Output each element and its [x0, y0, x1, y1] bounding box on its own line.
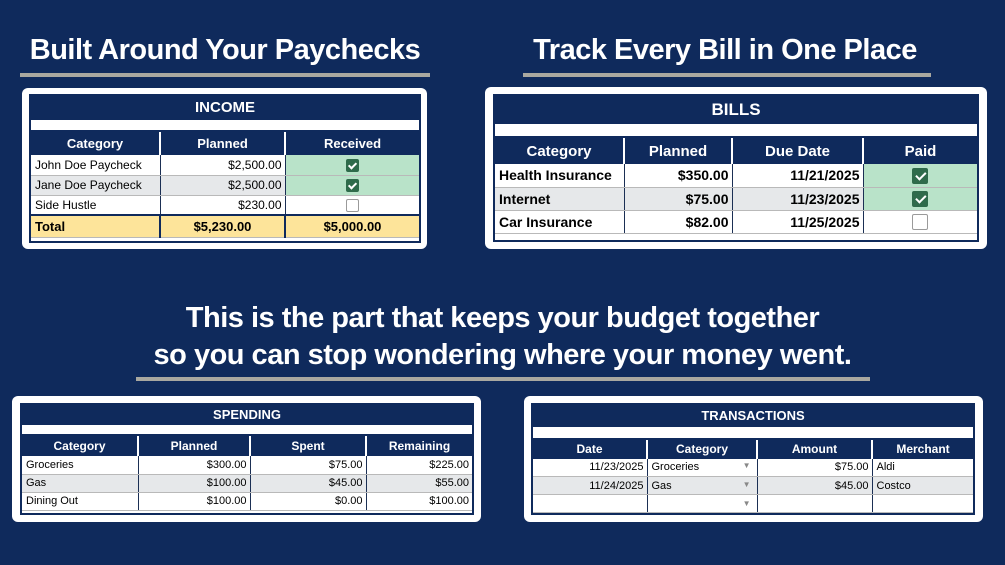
bills-category-cell[interactable]: Car Insurance	[495, 210, 624, 233]
income-received-cell	[285, 195, 419, 215]
table-row	[533, 477, 973, 495]
spending-col-category: Category	[22, 436, 138, 456]
income-category-cell[interactable]: John Doe Paycheck	[31, 155, 160, 175]
transactions-category-dropdown[interactable]	[647, 477, 757, 495]
bills-due-date-cell[interactable]: 11/21/2025	[732, 164, 863, 187]
spending-table	[22, 436, 472, 511]
spending-remaining-cell: $100.00	[366, 492, 472, 510]
bills-due-date-cell[interactable]: 11/25/2025	[732, 210, 863, 233]
spending-remaining-cell: $225.00	[366, 456, 472, 474]
triangle-down-icon[interactable]: ▼	[742, 479, 751, 489]
transactions-date-cell[interactable]: 11/24/2025	[533, 477, 647, 495]
transactions-category-dropdown[interactable]	[647, 495, 757, 513]
bills-paid-cell	[863, 187, 977, 210]
spending-planned-cell[interactable]: $100.00	[138, 474, 250, 492]
center-heading-line2: so you can stop wondering where your money went.	[153, 339, 852, 371]
table-row	[31, 155, 419, 175]
spending-category-cell[interactable]: Groceries	[22, 456, 138, 474]
checkbox-checked-icon[interactable]	[912, 191, 928, 207]
income-total-label: Total	[31, 215, 160, 237]
income-table	[31, 132, 419, 238]
bills-category-cell[interactable]: Internet	[495, 187, 624, 210]
table-row	[533, 459, 973, 477]
income-category-cell[interactable]: Side Hustle	[31, 195, 160, 215]
transactions-col-date: Date	[533, 440, 647, 459]
table-row	[31, 175, 419, 195]
bills-sheet	[493, 94, 979, 242]
table-row	[533, 495, 973, 513]
total-row	[31, 215, 419, 237]
spending-col-spent: Spent	[250, 436, 366, 456]
triangle-down-icon[interactable]: ▼	[742, 499, 751, 508]
bills-title: BILLS	[495, 96, 977, 124]
table-row	[495, 210, 977, 233]
spending-sheet	[20, 403, 474, 515]
spending-spent-cell[interactable]: $45.00	[250, 474, 366, 492]
transactions-category-value: Gas	[651, 479, 672, 492]
spending-planned-cell[interactable]: $300.00	[138, 456, 250, 474]
bills-planned-cell[interactable]: $82.00	[624, 210, 732, 233]
transactions-date-cell[interactable]: 11/23/2025	[533, 459, 647, 477]
income-title: INCOME	[31, 96, 419, 120]
transactions-title: TRANSACTIONS	[533, 405, 973, 427]
transactions-card	[524, 396, 983, 522]
income-total-received: $5,000.00	[285, 215, 419, 237]
bills-col-category: Category	[495, 138, 624, 164]
checkbox-empty-icon[interactable]	[346, 199, 359, 212]
spending-remaining-cell: $55.00	[366, 474, 472, 492]
triangle-down-icon[interactable]: ▼	[742, 461, 751, 471]
transactions-amount-cell[interactable]	[757, 495, 872, 513]
income-heading: Built Around Your Paychecks	[29, 34, 421, 66]
bills-col-paid: Paid	[863, 138, 977, 164]
bills-heading-underline	[523, 73, 931, 77]
table-row	[31, 195, 419, 215]
transactions-col-merchant: Merchant	[872, 440, 973, 459]
bills-table	[495, 138, 977, 234]
bills-col-due-date: Due Date	[732, 138, 863, 164]
bills-card	[485, 87, 987, 249]
transactions-spacer-row	[533, 427, 973, 440]
income-sheet	[29, 94, 421, 243]
income-planned-cell[interactable]: $230.00	[160, 195, 285, 215]
spending-col-remaining: Remaining	[366, 436, 472, 456]
table-row	[495, 164, 977, 187]
spending-category-cell[interactable]: Dining Out	[22, 492, 138, 510]
bills-planned-cell[interactable]: $75.00	[624, 187, 732, 210]
transactions-date-cell[interactable]	[533, 495, 647, 513]
center-heading-underline	[136, 377, 870, 381]
income-received-cell	[285, 175, 419, 195]
checkbox-checked-icon[interactable]	[346, 179, 359, 192]
spending-spacer-row	[22, 425, 472, 436]
income-col-planned: Planned	[160, 132, 285, 155]
bills-col-planned: Planned	[624, 138, 732, 164]
spending-title: SPENDING	[22, 405, 472, 425]
table-row	[22, 456, 472, 474]
bills-due-date-cell[interactable]: 11/23/2025	[732, 187, 863, 210]
transactions-category-value: Groceries	[651, 461, 700, 474]
spending-spent-cell[interactable]: $75.00	[250, 456, 366, 474]
bills-heading: Track Every Bill in One Place	[533, 34, 917, 66]
transactions-merchant-cell[interactable]	[872, 495, 973, 513]
income-spacer-row	[31, 120, 419, 132]
income-category-cell[interactable]: Jane Doe Paycheck	[31, 175, 160, 195]
transactions-merchant-cell[interactable]: Costco	[872, 477, 973, 495]
checkbox-empty-icon[interactable]	[912, 214, 928, 230]
spending-category-cell[interactable]: Gas	[22, 474, 138, 492]
transactions-amount-cell[interactable]: $75.00	[757, 459, 872, 477]
income-planned-cell[interactable]: $2,500.00	[160, 175, 285, 195]
spending-spent-cell[interactable]: $0.00	[250, 492, 366, 510]
table-row	[22, 474, 472, 492]
bills-spacer-row	[495, 124, 977, 138]
spending-planned-cell[interactable]: $100.00	[138, 492, 250, 510]
transactions-col-amount: Amount	[757, 440, 872, 459]
center-heading-line1: This is the part that keeps your budget together	[185, 302, 820, 334]
transactions-table	[533, 440, 973, 514]
transactions-category-dropdown[interactable]	[647, 459, 757, 477]
spending-card	[12, 396, 481, 522]
income-col-category: Category	[31, 132, 160, 155]
income-planned-cell[interactable]: $2,500.00	[160, 155, 285, 175]
transactions-sheet	[531, 403, 975, 515]
table-row	[22, 492, 472, 510]
bills-paid-cell	[863, 210, 977, 233]
income-total-planned: $5,230.00	[160, 215, 285, 237]
spending-col-planned: Planned	[138, 436, 250, 456]
income-heading-underline	[20, 73, 430, 77]
bills-category-cell[interactable]: Health Insurance	[495, 164, 624, 187]
income-col-received: Received	[285, 132, 419, 155]
transactions-col-category: Category	[647, 440, 757, 459]
checkbox-checked-icon[interactable]	[346, 159, 359, 172]
bills-paid-cell	[863, 164, 977, 187]
table-row	[495, 187, 977, 210]
checkbox-checked-icon[interactable]	[912, 168, 928, 184]
transactions-amount-cell[interactable]: $45.00	[757, 477, 872, 495]
bills-planned-cell[interactable]: $350.00	[624, 164, 732, 187]
income-card	[22, 88, 427, 249]
income-received-cell	[285, 155, 419, 175]
transactions-merchant-cell[interactable]: Aldi	[872, 459, 973, 477]
